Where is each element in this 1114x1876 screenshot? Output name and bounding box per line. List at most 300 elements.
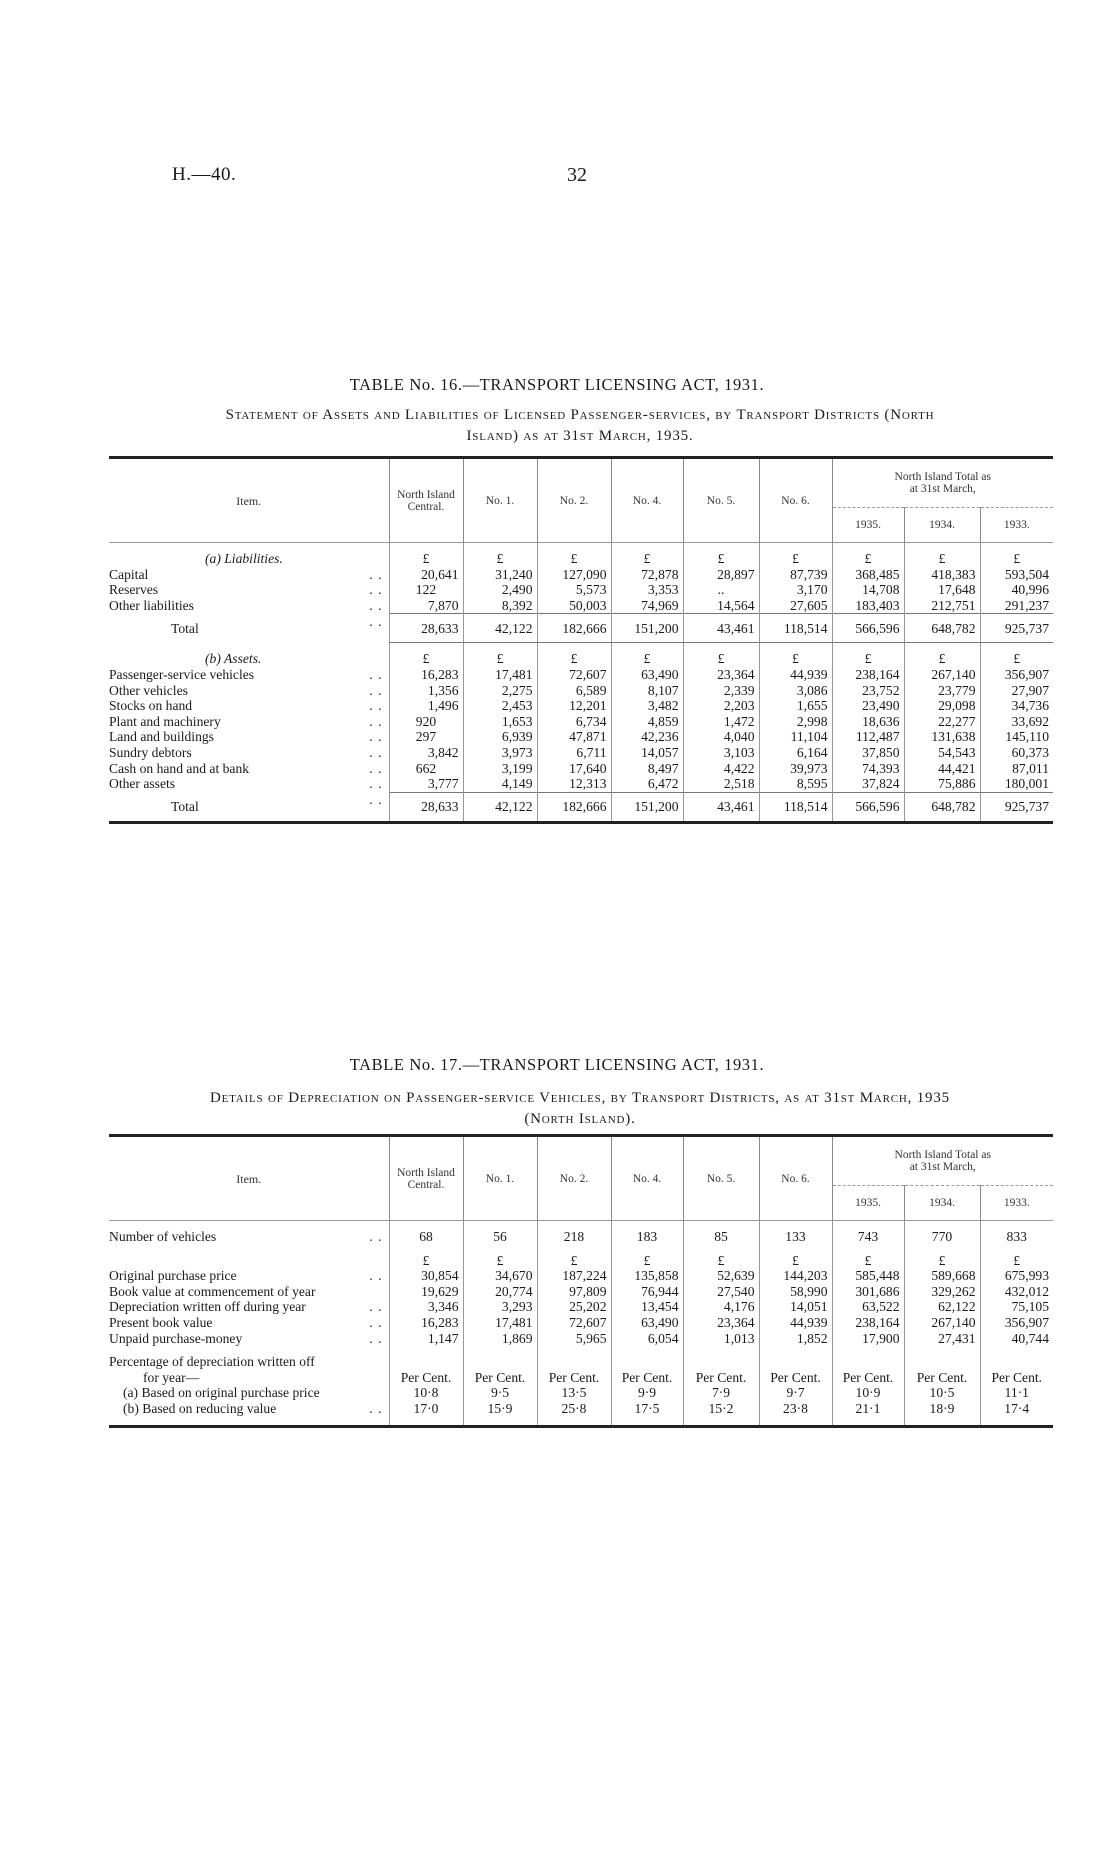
value-cell: £ xyxy=(832,651,904,667)
value-cell: 356,907 xyxy=(980,667,1053,683)
table-row xyxy=(109,582,1053,598)
value-cell: 182,666 xyxy=(537,614,611,643)
value-cell: 7,870 xyxy=(389,598,463,614)
value-cell: 72,878 xyxy=(611,567,683,583)
value-cell: 6,589 xyxy=(537,683,611,699)
value-cell xyxy=(980,643,1053,652)
header-no2: No. 2. xyxy=(537,458,611,543)
value-cell: 356,907 xyxy=(980,1315,1053,1331)
dot-leader: . . xyxy=(363,683,382,699)
row-label xyxy=(109,551,389,567)
value-cell: 151,200 xyxy=(611,614,683,643)
value-cell: 145,110 xyxy=(980,729,1053,745)
value-cell xyxy=(537,1354,611,1370)
value-cell xyxy=(759,1245,832,1253)
dot-leader: . . xyxy=(363,1299,382,1315)
value-cell: 5,965 xyxy=(537,1331,611,1347)
value-cell: £ xyxy=(904,551,980,567)
value-cell: 329,262 xyxy=(904,1284,980,1300)
row-label xyxy=(109,1385,389,1401)
row-label-text: Passenger-service vehicles xyxy=(109,666,255,682)
value-cell: Per Cent. xyxy=(980,1370,1053,1386)
value-cell xyxy=(832,643,904,652)
table-row xyxy=(109,1229,1053,1245)
row-label xyxy=(109,745,389,761)
value-cell: 2,998 xyxy=(759,714,832,730)
row-label xyxy=(109,1245,389,1253)
value-cell: 1,472 xyxy=(683,714,759,730)
value-cell: 743 xyxy=(832,1229,904,1245)
value-cell: 42,236 xyxy=(611,729,683,745)
value-cell: 17,481 xyxy=(463,667,537,683)
value-cell: 43,461 xyxy=(683,614,759,643)
row-label xyxy=(109,567,389,583)
value-cell: 920 xyxy=(389,714,463,730)
value-cell: 58,990 xyxy=(759,1284,832,1300)
value-cell xyxy=(463,1245,537,1253)
table-row xyxy=(109,761,1053,777)
value-cell: 23,490 xyxy=(832,698,904,714)
value-cell: 29,098 xyxy=(904,698,980,714)
header-north-island-total: North Island Total as at 31st March, xyxy=(832,458,1053,508)
value-cell xyxy=(683,643,759,652)
value-cell: £ xyxy=(463,1253,537,1269)
header-no5: No. 5. xyxy=(683,1136,759,1221)
value-cell: 20,774 xyxy=(463,1284,537,1300)
table16-subtitle-line1: Statement of Assets and Liabilities of Licensed Passenger-services, by Transport Districts (North xyxy=(225,407,935,423)
header-no1: No. 1. xyxy=(463,458,537,543)
value-cell: 267,140 xyxy=(904,1315,980,1331)
total-row xyxy=(109,614,1053,643)
row-label-text: Total xyxy=(171,798,199,814)
dot-leader: . . xyxy=(363,1229,382,1245)
value-cell: 17·0 xyxy=(389,1401,463,1417)
value-cell: 6,939 xyxy=(463,729,537,745)
value-cell: 17·4 xyxy=(980,1401,1053,1417)
value-cell xyxy=(611,643,683,652)
value-cell: 12,313 xyxy=(537,776,611,792)
header-no4: No. 4. xyxy=(611,1136,683,1221)
value-cell: 131,638 xyxy=(904,729,980,745)
row-label xyxy=(109,792,389,822)
dot-leader: . . xyxy=(363,614,382,630)
value-cell: 1,147 xyxy=(389,1331,463,1347)
value-cell: Per Cent. xyxy=(832,1370,904,1386)
value-cell: 85 xyxy=(683,1229,759,1245)
value-cell: 238,164 xyxy=(832,667,904,683)
header-north-island-total: North Island Total as at 31st March, xyxy=(832,1136,1053,1186)
table-row xyxy=(109,729,1053,745)
value-cell: £ xyxy=(683,551,759,567)
value-cell: 2,339 xyxy=(683,683,759,699)
dot-leader: . . xyxy=(363,1315,382,1331)
row-label xyxy=(109,698,389,714)
value-cell: 8,392 xyxy=(463,598,537,614)
value-cell: 9·9 xyxy=(611,1385,683,1401)
row-label xyxy=(109,1401,389,1417)
value-cell: Per Cent. xyxy=(611,1370,683,1386)
dot-leader: . . xyxy=(363,698,382,714)
row-label-text: Plant and machinery xyxy=(109,713,221,729)
value-cell: 589,668 xyxy=(904,1268,980,1284)
value-cell: 5,573 xyxy=(537,582,611,598)
value-cell: 301,686 xyxy=(832,1284,904,1300)
value-cell: 75,105 xyxy=(980,1299,1053,1315)
value-cell: 1,655 xyxy=(759,698,832,714)
row-label-text: Other vehicles xyxy=(109,682,188,698)
value-cell: 1,653 xyxy=(463,714,537,730)
value-cell: 11,104 xyxy=(759,729,832,745)
value-cell: 6,164 xyxy=(759,745,832,761)
row-label-text: (b) Based on reducing value xyxy=(123,1400,277,1416)
row-label xyxy=(109,776,389,792)
value-cell: 218 xyxy=(537,1229,611,1245)
value-cell: £ xyxy=(683,651,759,667)
row-label-text: Capital xyxy=(109,566,149,582)
value-cell: £ xyxy=(683,1253,759,1269)
value-cell xyxy=(463,1346,537,1354)
value-cell xyxy=(537,1417,611,1427)
value-cell xyxy=(537,1245,611,1253)
header-no1: No. 1. xyxy=(463,1136,537,1221)
value-cell: 34,736 xyxy=(980,698,1053,714)
value-cell: 34,670 xyxy=(463,1268,537,1284)
dot-leader: . . xyxy=(363,761,382,777)
value-cell: 1,869 xyxy=(463,1331,537,1347)
value-cell: 97,809 xyxy=(537,1284,611,1300)
value-cell: 14,057 xyxy=(611,745,683,761)
value-cell: 30,854 xyxy=(389,1268,463,1284)
dot-leader: . . xyxy=(363,1268,382,1284)
row-label xyxy=(109,1229,389,1245)
row-label-text: (a) Liabilities. xyxy=(205,551,283,566)
table-row xyxy=(109,1253,1053,1269)
value-cell: Per Cent. xyxy=(683,1370,759,1386)
value-cell xyxy=(389,1354,463,1370)
table-row xyxy=(109,1315,1053,1331)
spacer-row xyxy=(109,643,1053,652)
value-cell xyxy=(611,1346,683,1354)
value-cell xyxy=(683,1417,759,1427)
value-cell: 3,293 xyxy=(463,1299,537,1315)
value-cell: 1,356 xyxy=(389,683,463,699)
value-cell xyxy=(980,1417,1053,1427)
value-cell: 39,973 xyxy=(759,761,832,777)
value-cell: 585,448 xyxy=(832,1268,904,1284)
value-cell: 63,490 xyxy=(611,1315,683,1331)
value-cell: £ xyxy=(904,1253,980,1269)
table-row xyxy=(109,714,1053,730)
value-cell: 68 xyxy=(389,1229,463,1245)
value-cell: £ xyxy=(980,551,1053,567)
value-cell: 6,711 xyxy=(537,745,611,761)
row-label xyxy=(109,598,389,614)
row-label xyxy=(109,1331,389,1347)
row-label xyxy=(109,1346,389,1354)
value-cell xyxy=(683,1346,759,1354)
table-row xyxy=(109,698,1053,714)
value-cell: 368,485 xyxy=(832,567,904,583)
value-cell: 44,939 xyxy=(759,667,832,683)
document-reference: H.—40. xyxy=(172,164,237,185)
value-cell: 3,170 xyxy=(759,582,832,598)
header-1934: 1934. xyxy=(904,1186,980,1221)
value-cell xyxy=(611,1417,683,1427)
value-cell: 187,224 xyxy=(537,1268,611,1284)
value-cell: 2,518 xyxy=(683,776,759,792)
row-label-text: (a) Based on original purchase price xyxy=(123,1385,320,1401)
dot-leader: . . xyxy=(363,582,382,598)
value-cell xyxy=(389,1346,463,1354)
table17-depreciation xyxy=(109,1134,1053,1428)
header-no5: No. 5. xyxy=(683,458,759,543)
row-label xyxy=(109,714,389,730)
table16-assets-liabilities xyxy=(109,456,1053,824)
value-cell: 60,373 xyxy=(980,745,1053,761)
value-cell: 432,012 xyxy=(980,1284,1053,1300)
value-cell: £ xyxy=(759,651,832,667)
value-cell: 183,403 xyxy=(832,598,904,614)
value-cell: £ xyxy=(759,1253,832,1269)
value-cell: 133 xyxy=(759,1229,832,1245)
value-cell: 17,648 xyxy=(904,582,980,598)
value-cell: 1,852 xyxy=(759,1331,832,1347)
value-cell: 87,011 xyxy=(980,761,1053,777)
value-cell: 52,639 xyxy=(683,1268,759,1284)
value-cell: 2,203 xyxy=(683,698,759,714)
value-cell: 770 xyxy=(904,1229,980,1245)
table-row xyxy=(109,1370,1053,1386)
value-cell: £ xyxy=(463,551,537,567)
table17-subtitle-line1: Details of Depreciation on Passenger-service Vehicles, by Transport Districts, as at 31st March, 1935 xyxy=(210,1090,950,1106)
value-cell: 662 xyxy=(389,761,463,777)
value-cell: 7·9 xyxy=(683,1385,759,1401)
value-cell: 56 xyxy=(463,1229,537,1245)
value-cell: 72,607 xyxy=(537,667,611,683)
value-cell: 17·5 xyxy=(611,1401,683,1417)
value-cell: 648,782 xyxy=(904,792,980,822)
header-1935: 1935. xyxy=(832,508,904,543)
row-label xyxy=(109,1354,389,1370)
dot-leader: . . xyxy=(363,567,382,583)
value-cell: £ xyxy=(537,551,611,567)
value-cell: £ xyxy=(980,1253,1053,1269)
page-number: 32 xyxy=(567,164,587,186)
value-cell: £ xyxy=(537,651,611,667)
value-cell: 28,633 xyxy=(389,614,463,643)
value-cell: 9·5 xyxy=(463,1385,537,1401)
table-row xyxy=(109,667,1053,683)
value-cell: 267,140 xyxy=(904,667,980,683)
value-cell: Per Cent. xyxy=(537,1370,611,1386)
value-cell xyxy=(904,1354,980,1370)
value-cell: 3,842 xyxy=(389,745,463,761)
header-1933: 1933. xyxy=(980,1186,1053,1221)
value-cell: 23·8 xyxy=(759,1401,832,1417)
header-north-island-central: North Island Central. xyxy=(389,1136,463,1221)
table-row xyxy=(109,1401,1053,1417)
value-cell: 4,422 xyxy=(683,761,759,777)
value-cell: £ xyxy=(832,551,904,567)
row-label-text: Reserves xyxy=(109,582,159,598)
header-no4: No. 4. xyxy=(611,458,683,543)
row-label xyxy=(109,683,389,699)
value-cell: 925,737 xyxy=(980,614,1053,643)
value-cell: £ xyxy=(463,651,537,667)
value-cell: 4,859 xyxy=(611,714,683,730)
dot-leader: . . xyxy=(363,667,382,683)
value-cell: 2,490 xyxy=(463,582,537,598)
value-cell: 3,973 xyxy=(463,745,537,761)
value-cell: 144,203 xyxy=(759,1268,832,1284)
value-cell: 76,944 xyxy=(611,1284,683,1300)
value-cell: 20,641 xyxy=(389,567,463,583)
value-cell: 8,497 xyxy=(611,761,683,777)
value-cell: 3,103 xyxy=(683,745,759,761)
value-cell: 27,540 xyxy=(683,1284,759,1300)
value-cell: 15·2 xyxy=(683,1401,759,1417)
row-label-text: Other liabilities xyxy=(109,598,194,614)
value-cell xyxy=(759,1346,832,1354)
row-label xyxy=(109,582,389,598)
value-cell xyxy=(759,1417,832,1427)
row-label-text: Percentage of depreciation written off xyxy=(109,1354,315,1370)
header-item: Item. xyxy=(236,1171,262,1186)
value-cell: 28,897 xyxy=(683,567,759,583)
row-label xyxy=(109,643,389,652)
value-cell: 3,777 xyxy=(389,776,463,792)
value-cell: 40,744 xyxy=(980,1331,1053,1347)
value-cell: £ xyxy=(389,551,463,567)
header-item: Item. xyxy=(236,493,262,508)
value-cell: 44,939 xyxy=(759,1315,832,1331)
value-cell: 4,176 xyxy=(683,1299,759,1315)
row-label-text: Total xyxy=(171,620,199,636)
row-label xyxy=(109,1299,389,1315)
value-cell: 75,886 xyxy=(904,776,980,792)
value-cell: 122 xyxy=(389,582,463,598)
value-cell: 87,739 xyxy=(759,567,832,583)
value-cell: 63,522 xyxy=(832,1299,904,1315)
value-cell: 4,149 xyxy=(463,776,537,792)
row-label xyxy=(109,1315,389,1331)
table17-title: TABLE No. 17.—TRANSPORT LICENSING ACT, 1931. xyxy=(349,1055,765,1074)
value-cell: 182,666 xyxy=(537,792,611,822)
value-cell: 10·9 xyxy=(832,1385,904,1401)
dot-leader: . . xyxy=(363,714,382,730)
value-cell: 33,692 xyxy=(980,714,1053,730)
value-cell: 418,383 xyxy=(904,567,980,583)
value-cell: £ xyxy=(759,551,832,567)
value-cell: 180,001 xyxy=(980,776,1053,792)
value-cell xyxy=(832,1417,904,1427)
value-cell: £ xyxy=(611,1253,683,1269)
row-label-text: Depreciation written off during year xyxy=(109,1299,306,1315)
value-cell: £ xyxy=(904,651,980,667)
row-label-text: Stocks on hand xyxy=(109,698,193,714)
value-cell: 3,353 xyxy=(611,582,683,598)
value-cell: 17,481 xyxy=(463,1315,537,1331)
value-cell: 593,504 xyxy=(980,567,1053,583)
value-cell: 112,487 xyxy=(832,729,904,745)
value-cell: 62,122 xyxy=(904,1299,980,1315)
value-cell: 6,472 xyxy=(611,776,683,792)
value-cell: 238,164 xyxy=(832,1315,904,1331)
value-cell: 17,900 xyxy=(832,1331,904,1347)
value-cell: 9·7 xyxy=(759,1385,832,1401)
table16-title: TABLE No. 16.—TRANSPORT LICENSING ACT, 1931. xyxy=(349,375,765,394)
total-row xyxy=(109,792,1053,822)
value-cell: Per Cent. xyxy=(759,1370,832,1386)
row-label-text: Unpaid purchase-money xyxy=(109,1330,243,1346)
value-cell: Per Cent. xyxy=(463,1370,537,1386)
value-cell: 18·9 xyxy=(904,1401,980,1417)
value-cell xyxy=(904,1346,980,1354)
header-no2: No. 2. xyxy=(537,1136,611,1221)
value-cell: 833 xyxy=(980,1229,1053,1245)
value-cell: 27,907 xyxy=(980,683,1053,699)
header-no6: No. 6. xyxy=(759,1136,832,1221)
row-label-text: for year— xyxy=(143,1369,200,1385)
value-cell: 50,003 xyxy=(537,598,611,614)
table-row xyxy=(109,1268,1053,1284)
row-label xyxy=(109,614,389,643)
value-cell: 183 xyxy=(611,1229,683,1245)
value-cell xyxy=(759,643,832,652)
dot-leader: . . xyxy=(363,598,382,614)
value-cell: 43,461 xyxy=(683,792,759,822)
value-cell: 925,737 xyxy=(980,792,1053,822)
row-label xyxy=(109,1253,389,1269)
table-row xyxy=(109,1331,1053,1347)
dot-leader: . . xyxy=(363,792,382,808)
value-cell: 3,346 xyxy=(389,1299,463,1315)
value-cell: 25,202 xyxy=(537,1299,611,1315)
value-cell: 118,514 xyxy=(759,614,832,643)
value-cell xyxy=(537,643,611,652)
value-cell xyxy=(389,1417,463,1427)
row-label-text: Book value at commencement of year xyxy=(109,1283,316,1299)
value-cell: 74,393 xyxy=(832,761,904,777)
dot-leader: . . xyxy=(363,729,382,745)
table-row xyxy=(109,1284,1053,1300)
row-label xyxy=(109,761,389,777)
value-cell: 14,564 xyxy=(683,598,759,614)
table-row xyxy=(109,1354,1053,1370)
value-cell: 72,607 xyxy=(537,1315,611,1331)
value-cell: 22,277 xyxy=(904,714,980,730)
value-cell: 12,201 xyxy=(537,698,611,714)
table-row xyxy=(109,776,1053,792)
value-cell xyxy=(832,1354,904,1370)
table-row xyxy=(109,551,1053,567)
value-cell: £ xyxy=(611,551,683,567)
value-cell: 25·8 xyxy=(537,1401,611,1417)
value-cell: 1,013 xyxy=(683,1331,759,1347)
value-cell: 23,752 xyxy=(832,683,904,699)
value-cell: 4,040 xyxy=(683,729,759,745)
value-cell: 127,090 xyxy=(537,567,611,583)
value-cell: 648,782 xyxy=(904,614,980,643)
value-cell: 19,629 xyxy=(389,1284,463,1300)
value-cell: 28,633 xyxy=(389,792,463,822)
value-cell: 135,858 xyxy=(611,1268,683,1284)
value-cell: 16,283 xyxy=(389,1315,463,1331)
row-label-text: Sundry debtors xyxy=(109,744,192,760)
value-cell xyxy=(463,1417,537,1427)
value-cell: 37,850 xyxy=(832,745,904,761)
row-label xyxy=(109,667,389,683)
